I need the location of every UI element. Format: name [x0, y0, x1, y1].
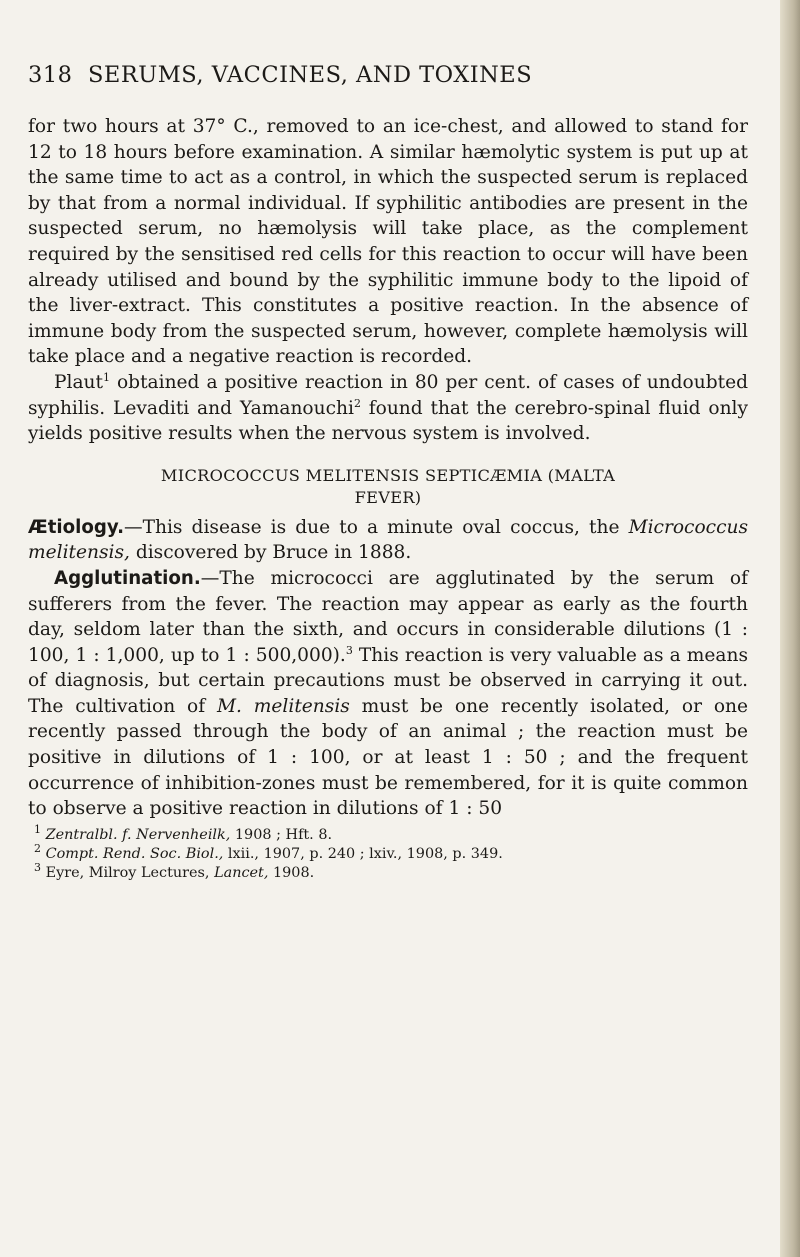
paragraph-aetiology: Ætiology.—This disease is due to a minute oval coccus, the Micrococcus melitensis, discovered by Bruce in 1888.: [28, 516, 748, 564]
section-title: MICROCOCCUS MELITENSIS SEPTICÆMIA (MALTA FEVER): [160, 465, 616, 507]
paragraph-agglutination: Agglutination.—The micrococci are agglutinated by the serum of sufferers from the fever. The reaction may appear as early as the fourth day, seldom later than the sixth, and occurs in considerable dilutions (1 : 100, 1 : 1,000, up to 1 : 500,000).$^3$ This reaction is very valuable as a means of diagnosis, but certain precautions must be observed in carrying it out. The cultivation of M. melitensis must be one recently isolated, or one recently passed through the body of an animal ; the reaction must be positive in dilutions of 1 : 100, or at least 1 : 50 ; and the frequent occurrence of inhibition-zones must be remembered, for it is quite common to observe a positive reaction in dilutions of 1 : 50: [28, 567, 749, 820]
paragraph-plaut: Plaut$^1$ obtained a positive reaction in 80 per cent. of cases of undoubted syphilis. Levaditi and Yamanouchi$^2$ found that the cerebro-spinal fluid only yields positive results when the nervous system is involved.: [28, 370, 749, 445]
page-number: 318: [28, 62, 73, 88]
subheading-aetiology: Ætiology.: [28, 516, 124, 538]
footnote-1: $^1$ Zentralbl. f. Nervenheilk, 1908 ; Hft. 8.: [34, 823, 333, 843]
footnote-ref-3: 3: [345, 643, 353, 657]
running-title: SERUMS, VACCINES, AND TOXINES: [88, 62, 533, 88]
running-head: [28, 62, 728, 88]
book-edge: [780, 0, 800, 1257]
footnote-ref-2: 2: [353, 396, 361, 410]
page-body: [28, 114, 748, 883]
footnote-ref-1: 1: [103, 370, 110, 384]
subheading-agglutination: Agglutination.: [54, 567, 201, 589]
footnote-3: $^3$ Eyre, Milroy Lectures, Lancet, 1908.: [34, 861, 315, 881]
footnotes: [28, 823, 748, 883]
paragraph-continuation: for two hours at 37° C., removed to an ice-chest, and allowed to stand for 12 to 18 hours before examination. A similar hæmolytic system is put up at the same time to act as a control, in which the suspected serum is replaced by that from a normal individual. If syphilitic antibodies are present in the suspected serum, no hæmolysis will take place, as the complement required by the sensitised red cells for this reaction to occur will have been already utilised and bound by the syphilitic immune body to the lipoid of the liver-extract. This constitutes a positive reaction. In the absence of immune body from the suspected serum, however, complete hæmolysis will take place and a negative reaction is recorded.: [28, 116, 748, 368]
footnote-2: $^2$ Compt. Rend. Soc. Biol., lxii., 1907, p. 240 ; lxiv., 1908, p. 349.: [34, 842, 503, 862]
